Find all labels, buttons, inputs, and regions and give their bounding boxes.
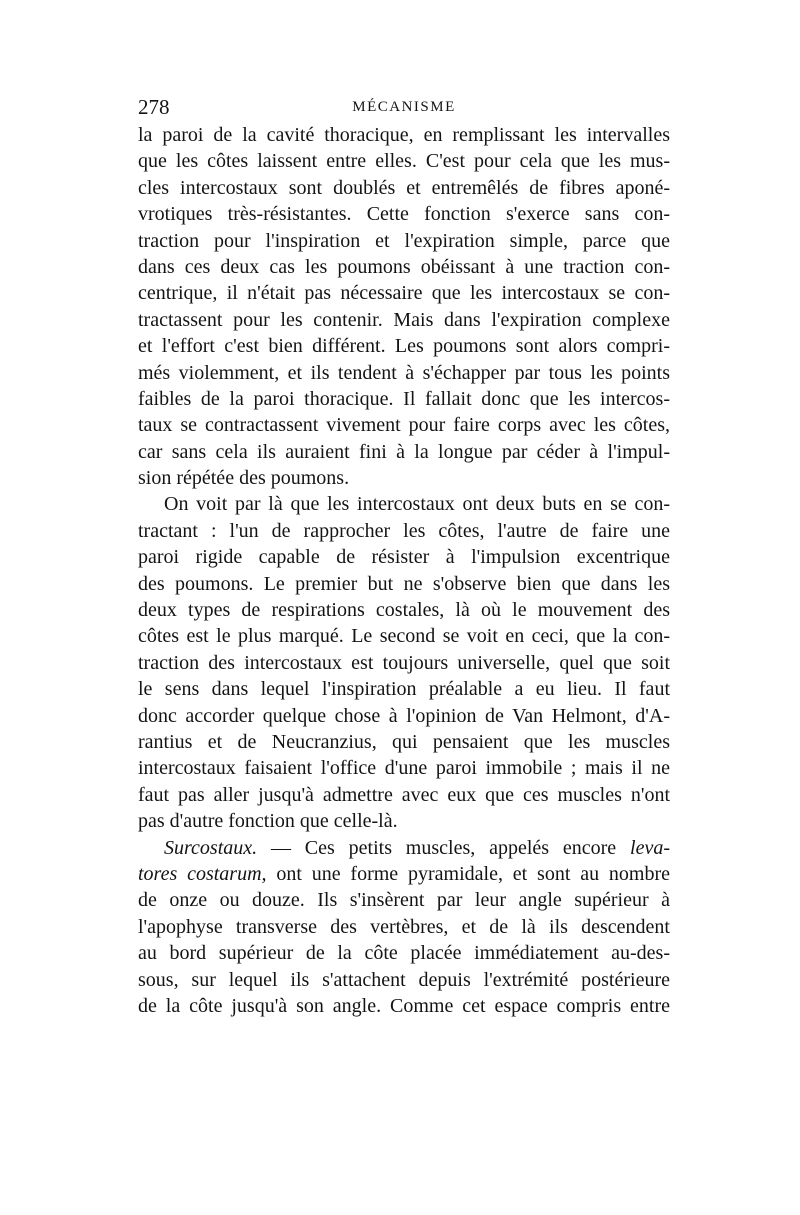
page-header bbox=[138, 92, 670, 122]
latin-term: leva- bbox=[630, 836, 670, 859]
text-line: sion répétée des poumons. bbox=[138, 467, 350, 490]
text-line: cles intercostaux sont doublés et entremêlés de fibres aponé- bbox=[138, 176, 670, 199]
text-line bbox=[138, 835, 670, 861]
text-line: On voit par là que les intercostaux ont deux buts en se con- bbox=[164, 493, 670, 516]
text-line: l'apophyse transverse des vertèbres, et de là ils descendent bbox=[138, 915, 670, 938]
text-line: centrique, il n'était pas nécessaire que les intercostaux se con- bbox=[138, 282, 670, 305]
book-page bbox=[138, 92, 670, 1019]
text-line: donc accorder quelque chose à l'opinion de Van Helmont, d'A- bbox=[138, 704, 670, 727]
text-line: côtes est le plus marqué. Le second se voit en ceci, que la con- bbox=[138, 625, 670, 648]
body-text bbox=[138, 122, 670, 1019]
text-line: dans ces deux cas les poumons obéissant à une traction con- bbox=[138, 255, 670, 278]
text-line: traction des intercostaux est toujours universelle, quel que soit bbox=[138, 651, 670, 674]
text-line: faibles de la paroi thoracique. Il fallait donc que les intercos- bbox=[138, 387, 670, 410]
text-line: traction pour l'inspiration et l'expiration simple, parce que bbox=[138, 229, 670, 252]
text-line: et l'effort c'est bien différent. Les poumons sont alors compri- bbox=[138, 335, 670, 358]
text-line: deux types de respirations costales, là où le mouvement des bbox=[138, 599, 670, 622]
text-line: tractant : l'un de rapprocher les côtes, l'autre de faire une bbox=[138, 519, 670, 542]
text-line: tractassent pour les contenir. Mais dans l'expiration complexe bbox=[138, 308, 670, 331]
section-heading-surcostaux: Surcostaux. bbox=[164, 836, 258, 859]
text-run: — Ces petits muscles, appelés encore bbox=[257, 836, 631, 859]
text-line: paroi rigide capable de résister à l'impulsion excentrique bbox=[138, 546, 670, 569]
text-line: taux se contractassent vivement pour faire corps avec les côtes, bbox=[138, 414, 670, 437]
text-line: més violemment, et ils tendent à s'échapper par tous les points bbox=[138, 361, 670, 384]
running-title: MÉCANISME bbox=[352, 99, 456, 115]
text-line: vrotiques très-résistantes. Cette fonction s'exerce sans con- bbox=[138, 203, 670, 226]
text-line: que les côtes laissent entre elles. C'est pour cela que les mus- bbox=[138, 150, 670, 173]
text-line: sous, sur lequel ils s'attachent depuis l'extrémité postérieure bbox=[138, 968, 670, 991]
text-line: de onze ou douze. Ils s'insèrent par leur angle supérieur à bbox=[138, 889, 670, 912]
text-line: intercostaux faisaient l'office d'une paroi immobile ; mais il ne bbox=[138, 757, 670, 780]
text-line: car sans cela ils auraient fini à la longue par céder à l'impul- bbox=[138, 440, 670, 463]
text-line: des poumons. Le premier but ne s'observe bien que dans les bbox=[138, 572, 670, 595]
text-line: rantius et de Neucranzius, qui pensaient que les muscles bbox=[138, 730, 670, 753]
text-line: la paroi de la cavité thoracique, en remplissant les intervalles bbox=[138, 124, 670, 146]
text-line: faut pas aller jusqu'à admettre avec eux que ces muscles n'ont bbox=[138, 783, 670, 806]
text-line: pas d'autre fonction que celle-là. bbox=[138, 810, 398, 833]
page-number: 278 bbox=[138, 95, 170, 119]
text-line: de la côte jusqu'à son angle. Comme cet espace compris entre bbox=[138, 994, 670, 1017]
text-line: au bord supérieur de la côte placée immédiatement au-des- bbox=[138, 942, 670, 965]
text-run: ont une forme pyramidale, et sont au nombre bbox=[266, 862, 670, 885]
text-line bbox=[138, 861, 670, 887]
text-line: le sens dans lequel l'inspiration préalable a eu lieu. Il faut bbox=[138, 678, 670, 701]
latin-term: tores costarum, bbox=[138, 862, 267, 885]
